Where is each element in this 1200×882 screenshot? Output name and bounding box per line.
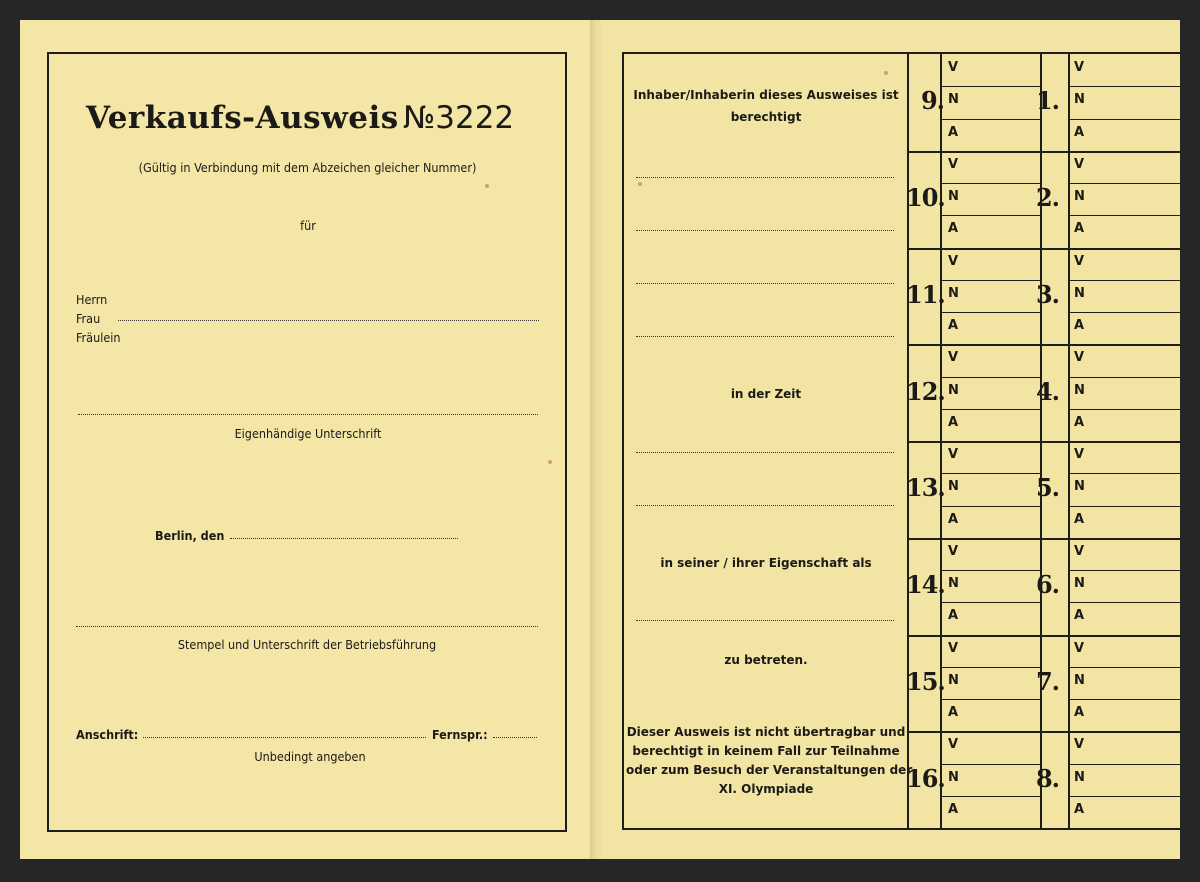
slot-letter: N: [948, 576, 959, 591]
slot-letter: N: [1074, 769, 1085, 785]
period-label: in der Zeit: [730, 387, 802, 401]
slot-letter: A: [1074, 705, 1085, 720]
stamp-line[interactable]: [76, 626, 538, 627]
row-number-left: 12.: [906, 376, 945, 406]
salutation-herrn: Herrn: [76, 292, 108, 307]
row-number-right: 3.: [1035, 279, 1059, 309]
fuer-label: für: [300, 218, 316, 233]
grid-slot-line: [1068, 409, 1180, 410]
slot-letter: A: [1074, 414, 1085, 430]
slot-letter: N: [948, 769, 959, 785]
slot-letter: A: [1074, 318, 1085, 333]
row-number-right: 7.: [1035, 666, 1059, 696]
slot-letter: N: [948, 672, 959, 688]
holder-text-line1: Inhaber/Inhaberin dieses Ausweises ist: [633, 88, 899, 102]
grid-slot-line: [1068, 183, 1180, 184]
slot-letter: V: [948, 737, 959, 753]
slot-letter: A: [1074, 221, 1085, 237]
salutation-frau: Frau: [76, 311, 101, 326]
paper-speck: [638, 182, 642, 186]
validity-note: (Gültig in Verbindung mit dem Abzeichen gleicher Nummer): [138, 160, 477, 175]
grid-slot-line: [940, 215, 1040, 216]
slot-letter: V: [948, 543, 959, 559]
grid-slot-line: [1068, 377, 1180, 378]
holder-line-3[interactable]: [636, 283, 894, 284]
grid-slot-line: [1068, 602, 1180, 603]
city-label: Berlin, den: [155, 528, 225, 543]
slot-letter: A: [1074, 801, 1085, 817]
holder-text-line2: berechtigt: [730, 110, 802, 124]
grid-slot-line: [1068, 796, 1180, 797]
grid-slot-line: [1068, 570, 1180, 571]
slot-letter: N: [948, 285, 959, 301]
slot-letter: V: [948, 640, 959, 656]
slot-letter: N: [1074, 92, 1085, 108]
notice-line-2: berechtigt in keinem Fall zur Teilnahme: [632, 744, 900, 758]
address-note: Unbedingt angeben: [254, 749, 366, 764]
paper-speck: [548, 460, 552, 464]
holder-line-4[interactable]: [636, 336, 894, 337]
slot-letter: N: [948, 479, 959, 495]
slot-letter: A: [948, 124, 959, 140]
slot-letter: N: [948, 189, 959, 204]
salutation-fraeulein: Fräulein: [76, 330, 121, 345]
slot-letter: A: [948, 705, 959, 720]
grid-row-separator: [907, 731, 1180, 733]
phone-line[interactable]: [493, 737, 537, 738]
slot-letter: A: [948, 414, 959, 430]
slot-letter: V: [1074, 640, 1085, 656]
row-number-left: 14.: [906, 570, 945, 600]
grid-slot-line: [1068, 86, 1180, 87]
slot-letter: N: [1074, 479, 1085, 495]
address-label: Anschrift:: [76, 727, 139, 742]
grid-slot-line: [940, 764, 1040, 765]
grid-slot-line: [1068, 215, 1180, 216]
grid-row-separator: [907, 538, 1180, 540]
row-number-left: 13.: [906, 473, 945, 503]
date-line[interactable]: [230, 538, 458, 539]
slot-letter: V: [948, 253, 959, 269]
name-line[interactable]: [118, 320, 539, 321]
slot-letter: V: [948, 156, 959, 172]
grid-slot-line: [1068, 667, 1180, 668]
paper-speck: [884, 71, 888, 75]
grid-slot-line: [1068, 764, 1180, 765]
slot-letter: A: [948, 511, 959, 527]
grid-slot-line: [940, 183, 1040, 184]
slot-letter: V: [1074, 447, 1085, 462]
slot-letter: A: [948, 801, 959, 817]
stamp-label: Stempel und Unterschrift der Betriebsführung: [177, 637, 437, 652]
row-number-left: 16.: [906, 763, 945, 793]
capacity-label: in seiner / ihrer Eigenschaft als: [660, 556, 872, 570]
document-title: Verkaufs-Ausweis: [86, 100, 399, 136]
notice-line-4: XI. Olympiade: [718, 782, 814, 796]
grid-slot-line: [940, 409, 1040, 410]
grid-row-separator: [907, 248, 1180, 250]
row-number-right: 1.: [1035, 86, 1059, 116]
grid-slot-line: [940, 119, 1040, 120]
signature-line[interactable]: [78, 414, 538, 415]
address-line[interactable]: [143, 737, 426, 738]
slot-letter: N: [1074, 382, 1085, 398]
slot-letter: N: [1074, 672, 1085, 688]
notice-line-1: Dieser Ausweis ist nicht übertragbar und: [626, 725, 906, 739]
slot-letter: V: [1074, 253, 1085, 269]
holder-line-1[interactable]: [636, 177, 894, 178]
slot-letter: N: [948, 92, 959, 108]
grid-row-separator: [907, 151, 1180, 153]
slot-letter: V: [1074, 156, 1085, 172]
paper-speck: [485, 184, 489, 188]
row-number-right: 5.: [1035, 473, 1059, 503]
capacity-line[interactable]: [636, 620, 894, 621]
row-number-right: 6.: [1035, 570, 1059, 600]
slot-letter: N: [1074, 189, 1085, 204]
row-number-right: 8.: [1035, 763, 1059, 793]
fold-crease: [590, 20, 602, 859]
notice-line-3: oder zum Besuch der Veranstaltungen der: [626, 763, 913, 777]
grid-slot-line: [940, 86, 1040, 87]
grid-slot-line: [940, 570, 1040, 571]
row-number-left: 15.: [906, 666, 945, 696]
grid-row-separator: [907, 635, 1180, 637]
slot-letter: N: [1074, 576, 1085, 591]
grid-slot-line: [940, 699, 1040, 700]
holder-line-2[interactable]: [636, 230, 894, 231]
grid-slot-line: [940, 473, 1040, 474]
grid-slot-line: [1068, 473, 1180, 474]
grid-slot-line: [940, 506, 1040, 507]
grid-slot-line: [940, 796, 1040, 797]
row-number-left: 9.: [920, 86, 944, 116]
slot-letter: A: [1074, 511, 1085, 527]
grid-slot-line: [940, 667, 1040, 668]
row-number-right: 2.: [1035, 183, 1059, 213]
slot-letter: A: [948, 608, 959, 624]
row-number-right: 4.: [1035, 376, 1059, 406]
grid-slot-line: [1068, 280, 1180, 281]
enter-label: zu betreten.: [724, 653, 808, 667]
slot-letter: N: [1074, 285, 1085, 301]
slot-letter: V: [1074, 60, 1085, 75]
grid-slot-line: [940, 312, 1040, 313]
slot-letter: A: [948, 318, 959, 333]
grid-slot-line: [1068, 699, 1180, 700]
slot-letter: V: [1074, 543, 1085, 559]
grid-slot-line: [1068, 506, 1180, 507]
period-line-1[interactable]: [636, 452, 894, 453]
slot-letter: V: [948, 60, 959, 75]
slot-letter: N: [948, 382, 959, 398]
grid-row-separator: [907, 441, 1180, 443]
signature-label: Eigenhändige Unterschrift: [234, 426, 382, 441]
slot-letter: A: [948, 221, 959, 237]
grid-slot-line: [940, 377, 1040, 378]
slot-letter: V: [948, 447, 959, 462]
slot-letter: V: [1074, 737, 1085, 753]
slot-letter: A: [1074, 124, 1085, 140]
grid-slot-line: [940, 602, 1040, 603]
grid-slot-line: [1068, 312, 1180, 313]
grid-slot-line: [1068, 119, 1180, 120]
grid-row-separator: [907, 344, 1180, 346]
row-number-left: 11.: [906, 279, 945, 309]
period-line-2[interactable]: [636, 505, 894, 506]
slot-letter: A: [1074, 608, 1085, 624]
slot-letter: V: [948, 350, 959, 366]
grid-slot-line: [940, 280, 1040, 281]
slot-letter: V: [1074, 350, 1085, 366]
row-number-left: 10.: [906, 183, 945, 213]
document-number: №3222: [403, 100, 515, 136]
phone-label: Fernspr.:: [432, 727, 488, 742]
